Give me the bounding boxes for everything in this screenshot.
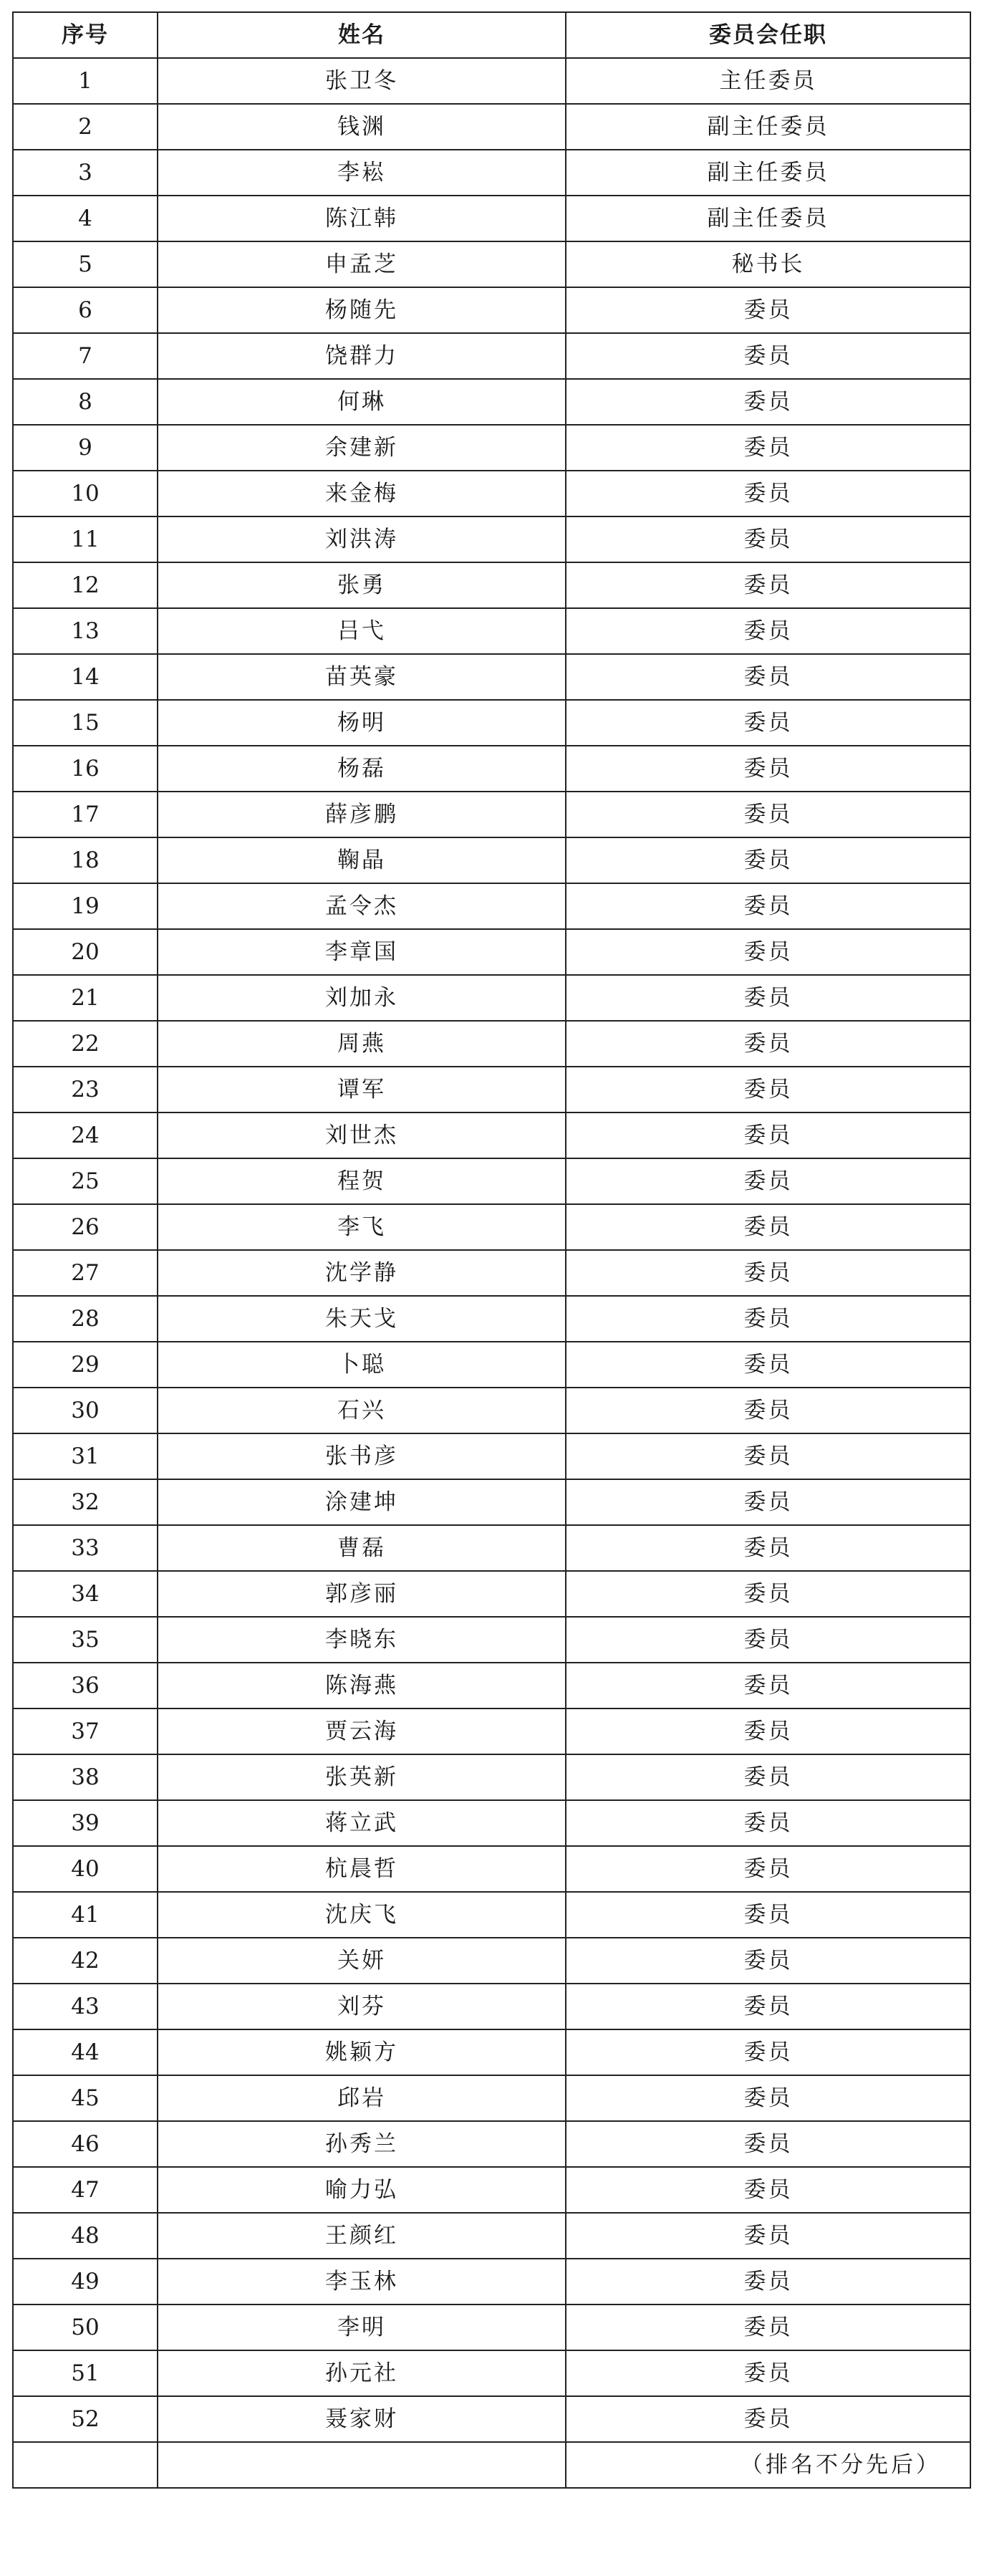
cell-committee-position: 委员 [566, 425, 970, 471]
cell-committee-position: 委员 [566, 1617, 970, 1663]
cell-member-name: 杨明 [158, 700, 566, 746]
table-row [13, 1296, 970, 1342]
table-row [13, 654, 970, 700]
cell-serial-number: 45 [13, 2075, 158, 2121]
cell-committee-position: 委员 [566, 1754, 970, 1800]
cell-committee-position: 委员 [566, 1388, 970, 1433]
table-row [13, 2121, 970, 2167]
table-row [13, 608, 970, 654]
cell-serial-number: 2 [13, 104, 158, 150]
cell-committee-position: 委员 [566, 1021, 970, 1067]
cell-member-name: 姚颖方 [158, 2029, 566, 2075]
cell-committee-position: 委员 [566, 1158, 970, 1204]
table-row [13, 746, 970, 792]
cell-member-name: 鞠晶 [158, 837, 566, 883]
cell-member-name: 李玉林 [158, 2259, 566, 2305]
cell-committee-position: 委员 [566, 2213, 970, 2259]
table-row [13, 1938, 970, 1984]
cell-serial-number: 26 [13, 1204, 158, 1250]
table-row [13, 1112, 970, 1158]
header-name: 姓名 [158, 12, 566, 58]
cell-serial-number: 38 [13, 1754, 158, 1800]
cell-committee-position: 主任委员 [566, 58, 970, 104]
cell-serial-number: 43 [13, 1984, 158, 2029]
cell-committee-position: 委员 [566, 1067, 970, 1112]
cell-serial-number: 30 [13, 1388, 158, 1433]
table-row [13, 792, 970, 837]
table-row [13, 2075, 970, 2121]
cell-committee-position: 委员 [566, 883, 970, 929]
cell-serial-number: 36 [13, 1663, 158, 1708]
cell-serial-number: 7 [13, 333, 158, 379]
table-row [13, 700, 970, 746]
cell-serial-number: 31 [13, 1433, 158, 1479]
table-row [13, 929, 970, 975]
cell-committee-position: 委员 [566, 1708, 970, 1754]
document-page [12, 11, 970, 2489]
table-row [13, 1067, 970, 1112]
cell-member-name: 杭晨哲 [158, 1846, 566, 1892]
cell-committee-position: 委员 [566, 333, 970, 379]
cell-serial-number: 27 [13, 1250, 158, 1296]
table-row [13, 883, 970, 929]
table-row [13, 2029, 970, 2075]
table-row [13, 1663, 970, 1708]
cell-serial-number: 23 [13, 1067, 158, 1112]
cell-committee-position: 委员 [566, 2396, 970, 2442]
table-row [13, 1433, 970, 1479]
cell-serial-number: 35 [13, 1617, 158, 1663]
cell-committee-position: 委员 [566, 792, 970, 837]
table-row [13, 1892, 970, 1938]
cell-serial-number: 33 [13, 1525, 158, 1571]
table-row [13, 2305, 970, 2350]
cell-member-name: 何琳 [158, 379, 566, 425]
table-row [13, 1708, 970, 1754]
cell-member-name: 喻力弘 [158, 2167, 566, 2213]
cell-serial-number: 22 [13, 1021, 158, 1067]
table-row [13, 1204, 970, 1250]
cell-committee-position: 委员 [566, 287, 970, 333]
cell-committee-position: 副主任委员 [566, 104, 970, 150]
ranking-footnote: （排名不分先后） [566, 2442, 970, 2488]
cell-serial-number: 32 [13, 1479, 158, 1525]
cell-serial-number: 49 [13, 2259, 158, 2305]
cell-committee-position: 委员 [566, 1663, 970, 1708]
table-row [13, 1342, 970, 1388]
cell-member-name: 卜聪 [158, 1342, 566, 1388]
cell-serial-number: 48 [13, 2213, 158, 2259]
cell-serial-number: 44 [13, 2029, 158, 2075]
cell-member-name: 沈学静 [158, 1250, 566, 1296]
cell-committee-position: 委员 [566, 2350, 970, 2396]
cell-member-name: 贾云海 [158, 1708, 566, 1754]
cell-serial-number: 11 [13, 516, 158, 562]
cell-member-name: 杨磊 [158, 746, 566, 792]
cell-member-name: 邱岩 [158, 2075, 566, 2121]
cell-member-name: 余建新 [158, 425, 566, 471]
table-row [13, 1754, 970, 1800]
table-row [13, 562, 970, 608]
cell-member-name: 吕弋 [158, 608, 566, 654]
cell-member-name: 李飞 [158, 1204, 566, 1250]
cell-member-name: 陈海燕 [158, 1663, 566, 1708]
cell-committee-position: 委员 [566, 746, 970, 792]
table-row [13, 1479, 970, 1525]
cell-serial-number: 21 [13, 975, 158, 1021]
cell-serial-number: 37 [13, 1708, 158, 1754]
table-body [13, 58, 970, 2442]
table-row [13, 104, 970, 150]
cell-serial-number: 52 [13, 2396, 158, 2442]
table-row [13, 2167, 970, 2213]
table-row [13, 1617, 970, 1663]
cell-member-name: 来金梅 [158, 471, 566, 516]
cell-committee-position: 委员 [566, 1800, 970, 1846]
cell-committee-position: 委员 [566, 2167, 970, 2213]
cell-committee-position: 秘书长 [566, 241, 970, 287]
cell-serial-number: 51 [13, 2350, 158, 2396]
cell-member-name: 苗英豪 [158, 654, 566, 700]
cell-member-name: 饶群力 [158, 333, 566, 379]
cell-committee-position: 委员 [566, 700, 970, 746]
cell-member-name: 钱渊 [158, 104, 566, 150]
table-row [13, 58, 970, 104]
table-row [13, 1250, 970, 1296]
cell-serial-number: 29 [13, 1342, 158, 1388]
cell-member-name: 张英新 [158, 1754, 566, 1800]
cell-member-name: 李崧 [158, 150, 566, 196]
cell-serial-number: 12 [13, 562, 158, 608]
cell-member-name: 周燕 [158, 1021, 566, 1067]
cell-committee-position: 委员 [566, 562, 970, 608]
cell-serial-number: 28 [13, 1296, 158, 1342]
cell-serial-number: 15 [13, 700, 158, 746]
cell-member-name: 刘世杰 [158, 1112, 566, 1158]
table-row [13, 1021, 970, 1067]
table-footer-row [13, 2442, 970, 2488]
cell-committee-position: 委员 [566, 471, 970, 516]
cell-committee-position: 委员 [566, 2121, 970, 2167]
table-row [13, 2350, 970, 2396]
cell-member-name: 关妍 [158, 1938, 566, 1984]
cell-member-name: 李明 [158, 2305, 566, 2350]
cell-serial-number: 18 [13, 837, 158, 883]
cell-member-name: 刘洪涛 [158, 516, 566, 562]
table-row [13, 196, 970, 241]
cell-member-name: 孟令杰 [158, 883, 566, 929]
cell-committee-position: 委员 [566, 654, 970, 700]
table-row [13, 150, 970, 196]
cell-serial-number: 5 [13, 241, 158, 287]
cell-member-name: 杨随先 [158, 287, 566, 333]
cell-member-name: 薛彦鹏 [158, 792, 566, 837]
cell-committee-position: 委员 [566, 1296, 970, 1342]
cell-member-name: 王颜红 [158, 2213, 566, 2259]
cell-committee-position: 委员 [566, 379, 970, 425]
cell-member-name: 聂家财 [158, 2396, 566, 2442]
cell-serial-number: 9 [13, 425, 158, 471]
cell-member-name: 涂建坤 [158, 1479, 566, 1525]
cell-committee-position: 委员 [566, 1846, 970, 1892]
cell-member-name: 申孟芝 [158, 241, 566, 287]
cell-committee-position: 委员 [566, 1984, 970, 2029]
table-row [13, 379, 970, 425]
cell-committee-position: 委员 [566, 1938, 970, 1984]
cell-member-name: 石兴 [158, 1388, 566, 1433]
table-row [13, 1571, 970, 1617]
cell-committee-position: 委员 [566, 837, 970, 883]
cell-member-name: 谭军 [158, 1067, 566, 1112]
cell-committee-position: 委员 [566, 1479, 970, 1525]
cell-serial-number: 39 [13, 1800, 158, 1846]
cell-committee-position: 委员 [566, 1204, 970, 1250]
cell-member-name: 沈庆飞 [158, 1892, 566, 1938]
cell-serial-number: 14 [13, 654, 158, 700]
table-row [13, 516, 970, 562]
cell-member-name: 李晓东 [158, 1617, 566, 1663]
cell-member-name: 孙秀兰 [158, 2121, 566, 2167]
cell-committee-position: 委员 [566, 2259, 970, 2305]
cell-member-name: 陈江韩 [158, 196, 566, 241]
cell-member-name: 程贺 [158, 1158, 566, 1204]
cell-member-name: 郭彦丽 [158, 1571, 566, 1617]
cell-serial-number: 17 [13, 792, 158, 837]
cell-serial-number: 10 [13, 471, 158, 516]
cell-member-name: 张勇 [158, 562, 566, 608]
cell-serial-number: 13 [13, 608, 158, 654]
cell-member-name: 刘芬 [158, 1984, 566, 2029]
cell-serial-number: 25 [13, 1158, 158, 1204]
cell-serial-number: 6 [13, 287, 158, 333]
cell-committee-position: 委员 [566, 975, 970, 1021]
cell-committee-position: 委员 [566, 1342, 970, 1388]
cell-serial-number: 41 [13, 1892, 158, 1938]
cell-committee-position: 委员 [566, 516, 970, 562]
cell-serial-number: 8 [13, 379, 158, 425]
table-row [13, 1846, 970, 1892]
cell-committee-position: 委员 [566, 1112, 970, 1158]
table-header-row [13, 12, 970, 58]
table-row [13, 333, 970, 379]
table-row [13, 1800, 970, 1846]
table-row [13, 241, 970, 287]
cell-serial-number: 46 [13, 2121, 158, 2167]
cell-member-name: 曹磊 [158, 1525, 566, 1571]
cell-member-name: 刘加永 [158, 975, 566, 1021]
cell-serial-number: 24 [13, 1112, 158, 1158]
cell-member-name: 张卫冬 [158, 58, 566, 104]
cell-serial-number: 16 [13, 746, 158, 792]
table-row [13, 287, 970, 333]
cell-serial-number: 20 [13, 929, 158, 975]
footer-empty-cell [13, 2442, 158, 2488]
cell-serial-number: 3 [13, 150, 158, 196]
cell-serial-number: 40 [13, 1846, 158, 1892]
cell-serial-number: 50 [13, 2305, 158, 2350]
cell-serial-number: 4 [13, 196, 158, 241]
table-row [13, 975, 970, 1021]
cell-committee-position: 委员 [566, 2029, 970, 2075]
table-row [13, 1525, 970, 1571]
cell-serial-number: 42 [13, 1938, 158, 1984]
cell-serial-number: 1 [13, 58, 158, 104]
cell-serial-number: 19 [13, 883, 158, 929]
cell-committee-position: 委员 [566, 608, 970, 654]
table-row [13, 1158, 970, 1204]
cell-member-name: 朱天戈 [158, 1296, 566, 1342]
footer-empty-cell [158, 2442, 566, 2488]
table-row [13, 1984, 970, 2029]
header-committee-position: 委员会任职 [566, 12, 970, 58]
table-row [13, 1388, 970, 1433]
cell-committee-position: 委员 [566, 2305, 970, 2350]
table-row [13, 2213, 970, 2259]
table-row [13, 2259, 970, 2305]
header-serial-number: 序号 [13, 12, 158, 58]
table-row [13, 837, 970, 883]
cell-committee-position: 委员 [566, 1892, 970, 1938]
table-row [13, 425, 970, 471]
cell-serial-number: 47 [13, 2167, 158, 2213]
committee-member-table [12, 11, 971, 2489]
cell-committee-position: 委员 [566, 2075, 970, 2121]
table-row [13, 2396, 970, 2442]
cell-committee-position: 委员 [566, 1250, 970, 1296]
cell-committee-position: 委员 [566, 929, 970, 975]
cell-serial-number: 34 [13, 1571, 158, 1617]
cell-committee-position: 副主任委员 [566, 150, 970, 196]
cell-committee-position: 副主任委员 [566, 196, 970, 241]
cell-committee-position: 委员 [566, 1525, 970, 1571]
cell-member-name: 蒋立武 [158, 1800, 566, 1846]
cell-member-name: 李章国 [158, 929, 566, 975]
cell-member-name: 孙元社 [158, 2350, 566, 2396]
cell-member-name: 张书彦 [158, 1433, 566, 1479]
table-row [13, 471, 970, 516]
cell-committee-position: 委员 [566, 1571, 970, 1617]
cell-committee-position: 委员 [566, 1433, 970, 1479]
